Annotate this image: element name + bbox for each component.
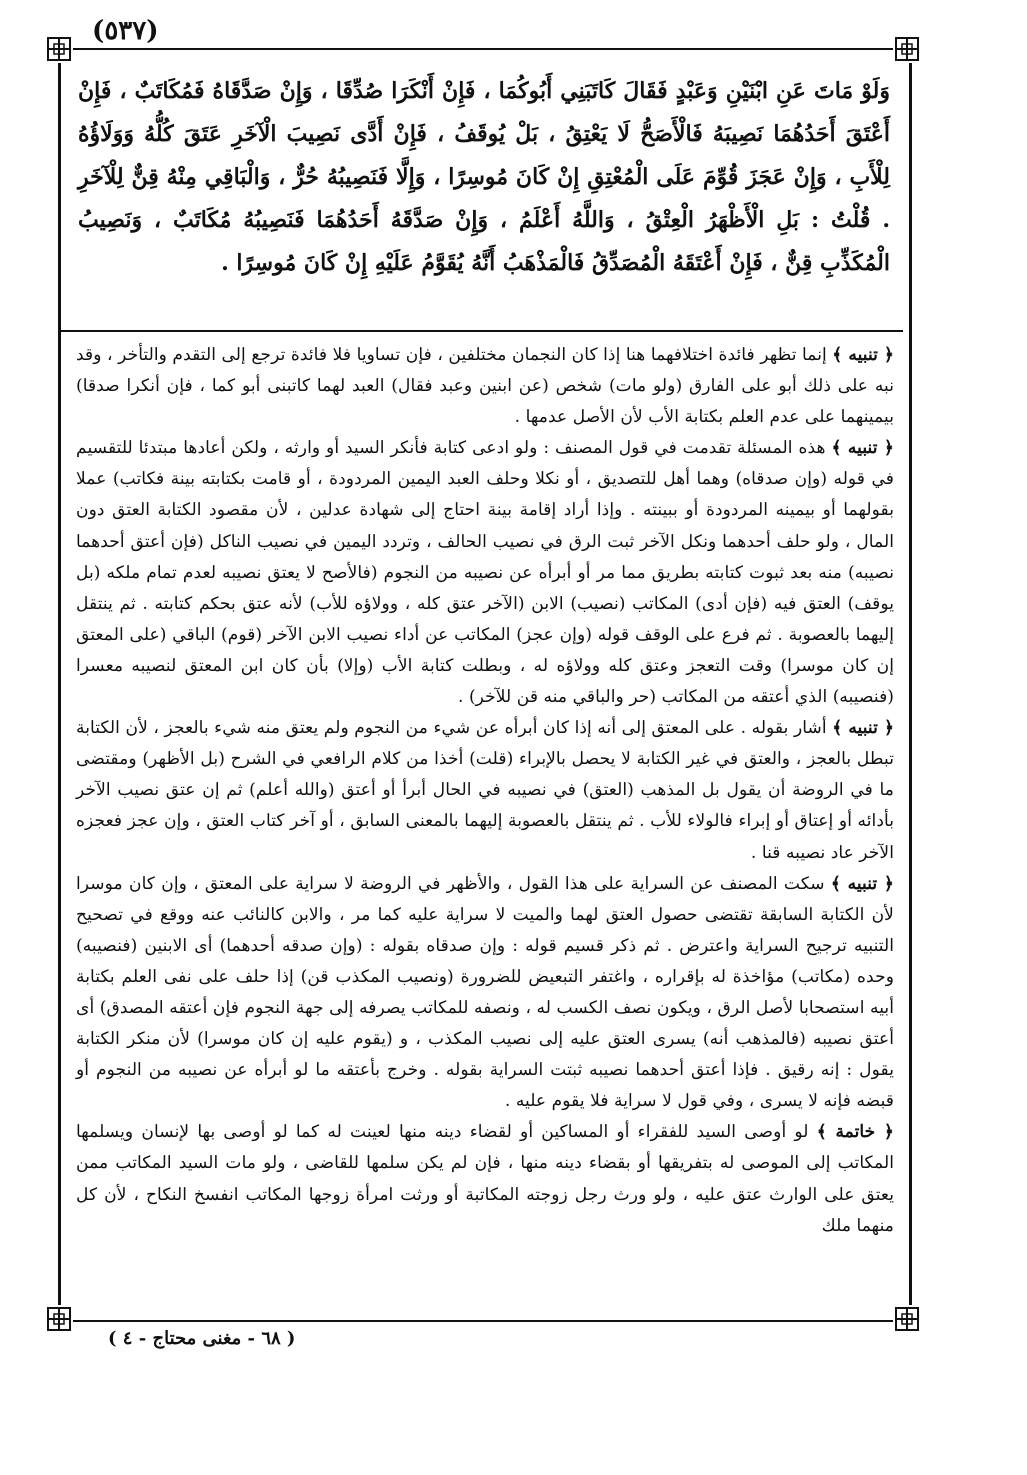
corner-ornament-bottom-left bbox=[45, 1305, 73, 1333]
paragraph-label: ﴿ تنبيه ﴾ bbox=[831, 438, 894, 459]
corner-ornament-bottom-right bbox=[893, 1305, 921, 1333]
paragraph-text: أشار بقوله . على المعتق إلى أنه إذا كان أبرأه عن شيء من النجوم ولم يعتق منه شيء بالعجز ، لأن الكتابة تبطل بالعجز ، والعتق في غير الكتابة لا يحصل بالإبراء (قلت) أخذا من كلام الرافعي في الشرح (بل الأظهر) ومقتضى ما في الروضة أن يقول بل المذهب (العتق) في نصيبه في الحال أبرأ أو أعتق (والله أعلم) ثم إن عتق نصيب الآخر بأدائه أو إعتاق أو إبراء فالولاء للأب . ثم ينتقل بالعصوبة إليهما بالمعنى السابق ، أو آخر كتاب العتق ، وإن عجز فعجزه الآخر عاد نصيبه قنا . bbox=[76, 718, 894, 863]
sharh-commentary bbox=[76, 340, 894, 1242]
section-divider bbox=[61, 330, 903, 332]
sharh-paragraph bbox=[76, 340, 894, 433]
corner-ornament-top-right bbox=[893, 35, 921, 63]
paragraph-text: لو أوصى السيد للفقراء أو المساكين أو لقضاء دينه منها لعينت له كما لو أوصى بها لإنسان ويسلمها المكاتب إلى الموصى له بتفريقها أو بقضاء دينه منها ، فإن لم يكن سلمها للقاضى ، ولو مات السيد المكاتب ممن يعتق على الوارث عتق عليه ، ولو ورث رجل زوجته المكاتبة أو ورثت امرأة زوجها المكاتب انفسخ النكاح ، لأن كل منهما ملك bbox=[76, 1122, 894, 1236]
footer-signature: ( ٦٨ - مغنى محتاج - ٤ ) bbox=[108, 1328, 296, 1349]
sharh-paragraph bbox=[76, 433, 894, 713]
paragraph-text: هذه المسئلة تقدمت في قول المصنف : ولو ادعى كتابة فأنكر السيد أو وارثه ، ولكن أعادها مبتدئا للتقسيم في قوله (وإن صدقاه) وهما أهل للتصديق ، أو نكلا وحلف العبد اليمين المردودة ، أو قامت بكتابته بينة فكاتب) عملا بقولهما أو بيمينه المردودة أو ببينته . وإذا أراد إقامة بينة احتاج إلى شهادة عدلين ، لأن مقصود الكتابة العتق دون المال ، ولو حلف أحدهما ونكل الآخر ثبت الرق في نصيب الحالف ، وتردد اليمين في نصيب الناكل (فإن أعتق أحدهما نصيبه) منه بعد ثبوت كتابته بطريق مما مر أو أبرأه عن نصيبه من النجوم (فالأصح لا يعتق نصيبه لعدم تمام ملكه (بل يوقف) العتق فيه (فإن أدى) المكاتب (نصيب) الابن (الآخر عتق كله ، وولاؤه للأب) لأنه عتق بحكم كتابته . ثم ينتقل إليهما بالعصوبة . ثم فرع على الوقف قوله (وإن عجز) المكاتب عن أداء نصيب الابن الآخر (قوم) الباقي (على المعتق إن كان موسرا) وقت التعجز وعتق كله وولاؤه له ، وبطلت كتابة الأب (وإلا) بأن كان ابن المعتق لنصيبه معسرا (فنصيبه) الذي أعتقه من المكاتب (حر والباقي منه قن للآخر) . bbox=[76, 438, 894, 708]
matn-text-block bbox=[78, 70, 890, 285]
paragraph-text: إنما تظهر فائدة اختلافهما هنا إذا كان النجمان مختلفين ، فإن تساويا فلا فائدة ترجع إلى التقدم والتأخر ، وقد نبه على ذلك أبو على الفارق (ولو مات) شخص (عن ابنين وعبد فقال) العبد لهما كاتبنى أبو كما ، فإن أنكرا صدقا) بيمينهما على عدم العلم بكتابة الأب لأن الأصل عدمها . bbox=[76, 345, 894, 428]
paragraph-label: ﴿ خاتمة ﴾ bbox=[816, 1122, 895, 1143]
paragraph-label: ﴿ تنبيه ﴾ bbox=[832, 345, 895, 365]
sharh-paragraph bbox=[76, 869, 894, 1118]
paragraph-text: سكت المصنف عن السراية على هذا القول ، والأظهر في الروضة لا سراية على المعتق ، وإن كان موسرا لأن الكتابة السابقة تقتضى حصول العتق لهما والميت لا سراية عليه كما مر ، والابن كالنائب عنه ووقع في تصحيح التنبيه ترجيح السراية واعترض . ثم ذكر قسيم قوله : وإن صدقاه بقوله : (وإن صدقه أحدهما) أى الابنين (فنصيبه) وحده (مكاتب) مؤاخذة له بإقراره ، واغتفر التبعيض للضرورة (ونصيب المكذب قن) إذا حلف على نفى العلم بكتابة أبيه استصحابا لأصل الرق ، ويكون نصف الكسب له ، ونصفه للمكاتب يصرفه إلى جهة النجوم فإن أعتقه المصدق) أى أعتق نصيبه (فالمذهب أنه) يسرى العتق عليه إلى نصيب المكذب ، و (يقوم عليه إن كان موسرا) لأن منكر الكتابة يقول : إنه رقيق . فإذا أعتق أحدهما نصيبه ثبتت السراية بقوله . وخرج بأعتقه ما لو أبرأه عن نصيبه من النجوم أو قبضه فإنه لا يسرى ، وفي قول لا سراية فلا يقوم عليه . bbox=[76, 873, 894, 1112]
sharh-paragraph bbox=[76, 713, 894, 868]
matn-paragraph: وَلَوْ مَاتَ عَنِ ابْنَيْنِ وَعَبْدٍ فَقَالَ كَاتَبَنِي أَبُوكُمَا ، فَإِنْ أَنْكَرَا صُدِّقَا ، وَإِنْ صَدَّقَاهُ فَمُكَاتَبٌ ، فَإِنْ أَعْتَقَ أَحَدُهُمَا نَصِيبَهُ فَالْأَصَحُّ لَا يَعْتِقُ ، بَلْ يُوقَفُ ، فَإِنْ أَدَّى نَصِيبَ الْآخَرِ عَتَقَ كُلُّهُ وَوَلَاؤُهُ لِلْأَبِ ، وَإِنْ عَجَزَ قُوِّمَ عَلَى الْمُعْتِقِ إِنْ كَانَ مُوسِرًا ، وَإِلَّا فَنَصِيبُهُ حُرٌّ ، وَالْبَاقِي مِنْهُ قِنٌّ لِلْآخَرِ . قُلْتُ : بَلِ الْأَظْهَرُ الْعِتْقُ ، وَاللَّهُ أَعْلَمُ ، وَإِنْ صَدَّقَهُ أَحَدُهُمَا فَنَصِيبُهُ مُكَاتَبٌ ، وَنَصِيبُ الْمُكَذِّبِ قِنٌّ ، فَإِنْ أَعْتَقَهُ الْمُصَدِّقُ فَالْمَذْهَبُ أَنَّهُ يُقَوَّمُ عَلَيْهِ إِنْ كَانَ مُوسِرًا . bbox=[78, 78, 890, 276]
sharh-paragraph bbox=[76, 1117, 894, 1241]
page-number: (٥٣٧) bbox=[92, 16, 159, 46]
corner-ornament-top-left bbox=[45, 35, 73, 63]
paragraph-label: ﴿ تنبيه ﴾ bbox=[830, 873, 894, 894]
paragraph-label: ﴿ تنبيه ﴾ bbox=[832, 718, 895, 739]
